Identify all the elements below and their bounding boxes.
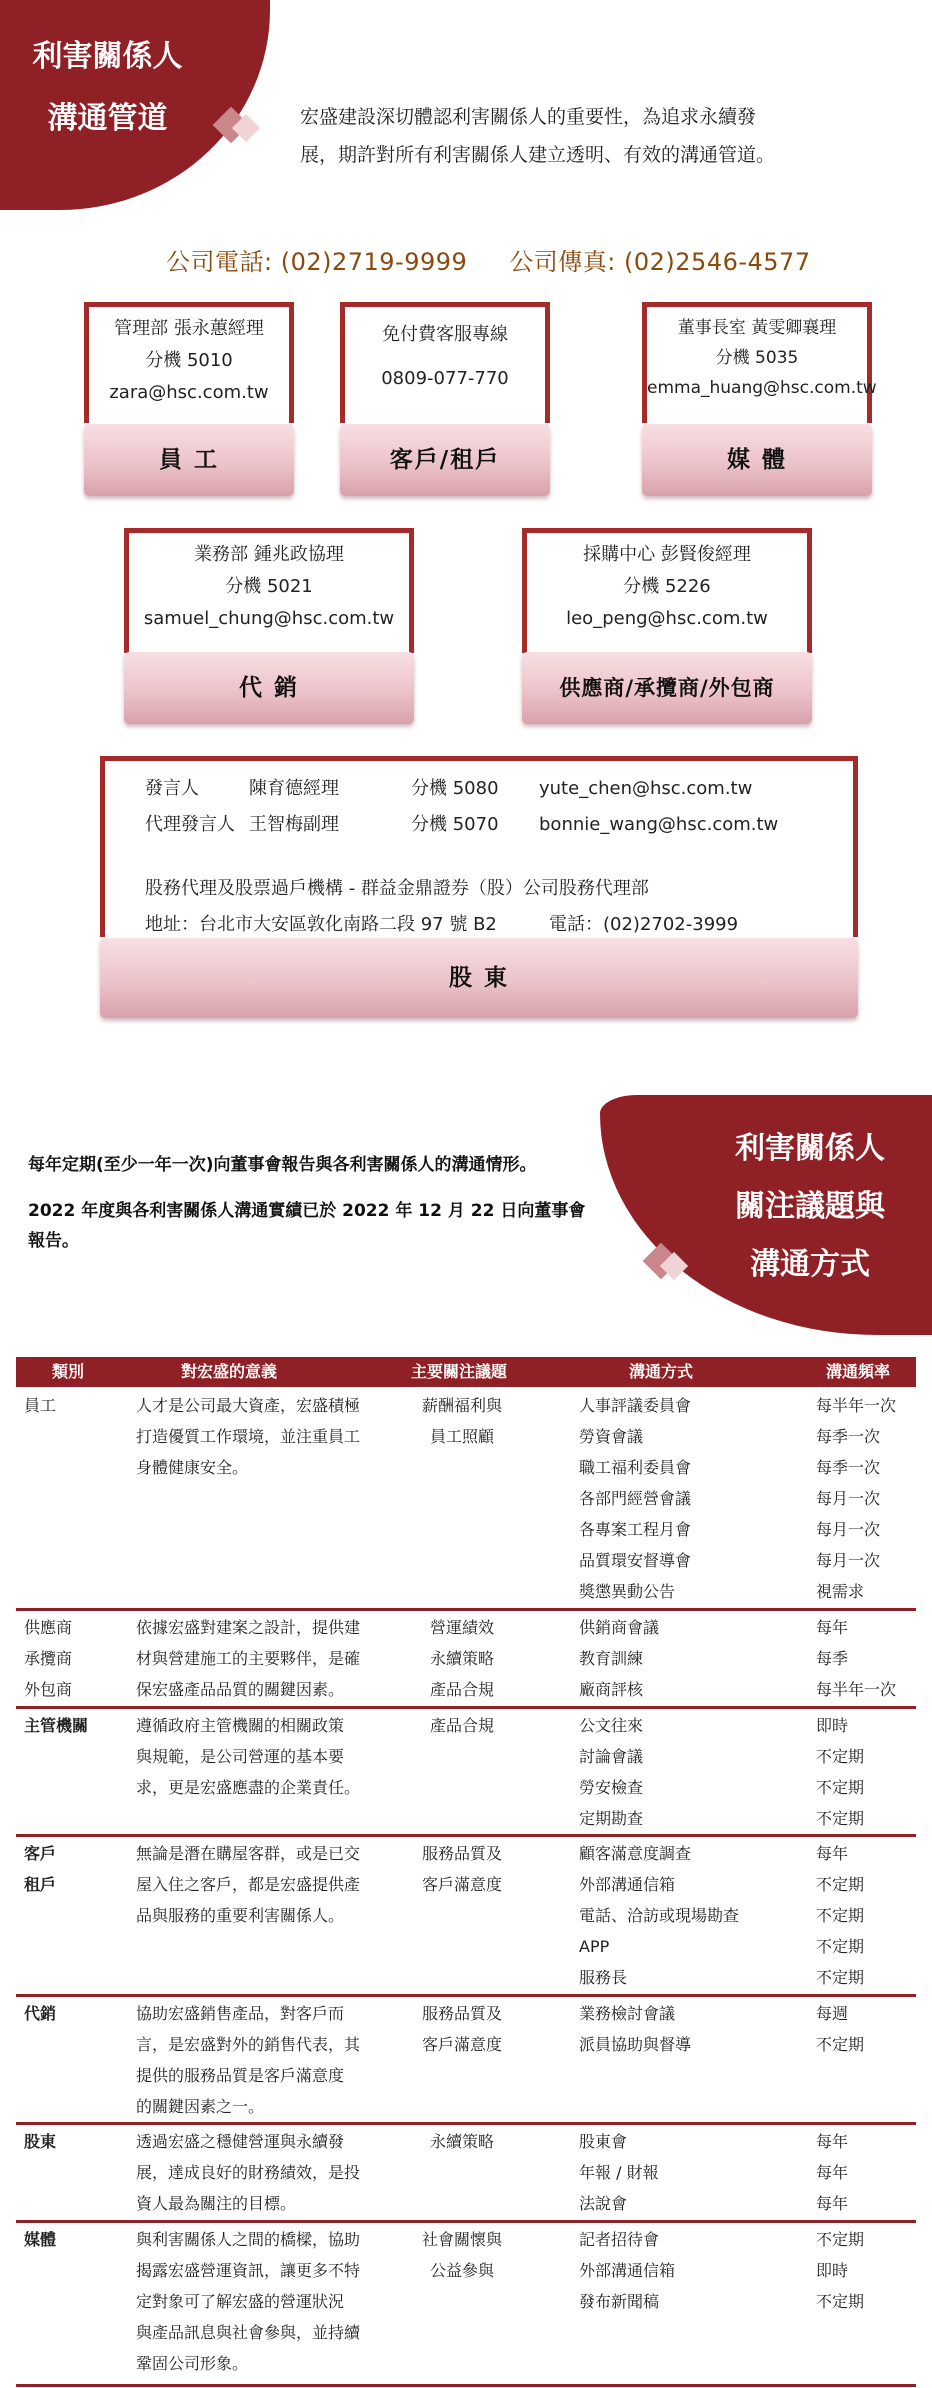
band-employee: 員 工	[84, 424, 294, 496]
row-meaning: 協助宏盛銷售產品，對客戶而 言，是宏盛對外的銷售代表，其 提供的服務品質是客戶滿意度 的關鍵因素之一。	[136, 2004, 361, 2116]
stock-agent-phone: 電話：(02)2702-3999	[549, 914, 739, 935]
row-category: 媒體	[24, 2230, 57, 2249]
section2-title-line1: 利害關係人	[735, 1131, 885, 1166]
card-employee	[84, 302, 294, 423]
deputy-spokesperson-row	[145, 807, 778, 843]
deputy-spokesperson-email[interactable]: bonnie_wang@hsc.com.tw	[539, 814, 779, 835]
row-meaning: 遵循政府主管機關的相關政策 與規範，是公司營運的基本要 求，更是宏盛應盡的企業責任。	[136, 1716, 361, 1797]
row-methods: 股東會 年報 / 財報 法說會	[579, 2132, 659, 2213]
row-meaning: 人才是公司最大資產，宏盛積極 打造優質工作環境，並注重員工 身體健康安全。	[136, 1396, 361, 1477]
row-issues: 服務品質及 客戶滿意度	[421, 2004, 502, 2054]
stock-agent-address: 地址：台北市大安區敦化南路二段 97 號 B2	[145, 914, 497, 935]
table-header	[16, 1357, 916, 1387]
row-category: 主管機關	[24, 1716, 89, 1735]
th-frequency: 溝通頻率	[826, 1362, 891, 1381]
row-frequency: 每年 不定期 不定期 不定期 不定期	[816, 1844, 865, 1987]
table-row	[16, 1612, 916, 1709]
row-category: 代銷	[24, 2004, 57, 2023]
table-row	[16, 1998, 916, 2125]
card-shareholder	[100, 756, 858, 937]
section2-para2: 2022 年度與各利害關係人溝通實績已於 2022 年 12 月 22 日向董事會報告。	[28, 1201, 586, 1251]
band-media: 媒 體	[642, 424, 872, 496]
intro-line2: 展，期許對所有利害關係人建立透明、有效的溝通管道。	[300, 144, 776, 166]
card-sales	[124, 528, 414, 653]
section2-title-line3: 溝通方式	[750, 1247, 870, 1282]
supplier-extension: 分機 5226	[623, 576, 711, 597]
sales-extension: 分機 5021	[225, 576, 313, 597]
page-title-line2: 溝通管道	[47, 101, 168, 136]
media-extension: 分機 5035	[715, 348, 799, 368]
spokesperson-email[interactable]: yute_chen@hsc.com.tw	[539, 778, 753, 799]
row-issues: 產品合規	[429, 1716, 494, 1735]
employee-email[interactable]: zara@hsc.com.tw	[109, 382, 269, 403]
row-issues: 永續策略	[429, 2132, 494, 2151]
table-row	[16, 1710, 916, 1837]
row-frequency: 每週 不定期	[816, 2004, 865, 2054]
media-email[interactable]: emma_huang@hsc.com.tw	[647, 378, 877, 398]
row-issues: 營運績效 永續策略 產品合規	[429, 1618, 494, 1699]
supplier-email[interactable]: leo_peng@hsc.com.tw	[566, 608, 768, 629]
row-category: 員工	[24, 1396, 57, 1415]
intro-text	[300, 98, 860, 174]
card-customer	[340, 302, 550, 423]
page-title-line1: 利害關係人	[32, 39, 183, 74]
row-frequency: 每年 每季 每半年一次	[816, 1618, 897, 1699]
band-customer: 客戶/租戶	[340, 424, 550, 496]
deputy-spokesperson-extension: 分機 5070	[411, 814, 499, 835]
row-category: 股東	[24, 2132, 57, 2151]
supplier-contact-name: 採購中心 彭賢俊經理	[583, 544, 751, 565]
th-category: 類別	[52, 1362, 85, 1381]
company-phone: 公司電話: (02)2719-9999	[166, 248, 468, 276]
stock-agent: 股務代理及股票過戶機構 - 群益金鼎證券（股）公司股務代理部	[145, 878, 649, 899]
section2-title	[700, 1120, 920, 1294]
spokesperson-role: 發言人	[145, 778, 199, 799]
band-sales: 代 銷	[124, 652, 414, 724]
th-meaning: 對宏盛的意義	[181, 1362, 278, 1381]
row-issues: 薪酬福利與 員工照顧	[421, 1396, 502, 1446]
row-frequency: 每半年一次 每季一次 每季一次 每月一次 每月一次 每月一次 視需求	[816, 1396, 897, 1601]
spokesperson-extension: 分機 5080	[411, 778, 499, 799]
deputy-spokesperson-name: 王智梅副理	[249, 814, 339, 835]
row-frequency: 即時 不定期 不定期 不定期	[816, 1716, 865, 1828]
row-meaning: 與利害關係人之間的橋樑，協助 揭露宏盛營運資訊，讓更多不特 定對象可了解宏盛的營運狀況 與產品訊息與社會參與，並持續 鞏固公司形象。	[136, 2230, 361, 2373]
sales-email[interactable]: samuel_chung@hsc.com.tw	[143, 608, 395, 629]
section2-title-line2: 關注議題與	[735, 1189, 885, 1224]
row-methods: 業務檢討會議 派員協助與督導	[579, 2004, 692, 2054]
table-row	[16, 1838, 916, 1997]
th-issues: 主要關注議題	[411, 1362, 508, 1381]
table-row	[16, 1390, 916, 1611]
contact-numbers	[166, 242, 811, 277]
deputy-spokesperson-role: 代理發言人	[145, 814, 235, 835]
table-row	[16, 2224, 916, 2387]
band-shareholder: 股 東	[100, 938, 858, 1018]
table-row	[16, 2126, 916, 2223]
card-media	[642, 302, 877, 423]
customer-hotline-number[interactable]: 0809-077-770	[381, 368, 509, 389]
employee-extension: 分機 5010	[145, 350, 233, 371]
spokesperson-name: 陳育德經理	[249, 778, 339, 799]
spokesperson-row	[145, 771, 778, 807]
sales-contact-name: 業務部 鍾兆政協理	[194, 544, 344, 565]
row-frequency: 不定期 即時 不定期	[816, 2230, 865, 2311]
page-title	[0, 26, 215, 150]
row-methods: 顧客滿意度調查 外部溝通信箱 電話、洽訪或現場勘查 APP 服務長	[579, 1844, 740, 1987]
row-frequency: 每年 每年 每年	[816, 2132, 849, 2213]
row-meaning: 透過宏盛之穩健營運與永續發 展，達成良好的財務績效，是投 資人最為關注的目標。	[136, 2132, 361, 2213]
row-methods: 公文往來 討論會議 勞安檢查 定期勘查	[579, 1716, 644, 1828]
band-supplier: 供應商/承攬商/外包商	[522, 652, 812, 724]
section2-para1: 每年定期(至少一年一次)向董事會報告與各利害關係人的溝通情形。	[28, 1155, 537, 1175]
row-meaning: 無論是潛在購屋客群，或是已交 屋入住之客戶，都是宏盛提供產 品與服務的重要利害關係人。	[136, 1844, 361, 1925]
th-methods: 溝通方式	[629, 1362, 694, 1381]
row-issues: 服務品質及 客戶滿意度	[421, 1844, 502, 1894]
row-methods: 人事評議委員會 勞資會議 職工福利委員會 各部門經營會議 各專案工程月會 品質環安督導會 獎懲異動公告	[579, 1396, 692, 1601]
employee-contact-name: 管理部 張永蕙經理	[114, 318, 264, 339]
row-category: 客戶 租戶	[24, 1844, 57, 1894]
customer-hotline-label: 免付費客服專線	[382, 324, 508, 345]
card-supplier	[522, 528, 812, 653]
media-contact-name: 董事長室 黃雯卿襄理	[677, 318, 837, 338]
row-category: 供應商 承攬商 外包商	[24, 1618, 73, 1699]
row-methods: 記者招待會 外部溝通信箱 發布新聞稿	[579, 2230, 676, 2311]
row-methods: 供銷商會議 教育訓練 廠商評核	[579, 1618, 660, 1699]
intro-line1: 宏盛建設深切體認利害關係人的重要性，為追求永續發	[300, 106, 757, 128]
row-issues: 社會關懷與 公益參與	[421, 2230, 502, 2280]
row-meaning: 依據宏盛對建案之設計，提供建 材與營建施工的主要夥伴，是確 保宏盛產品品質的關鍵因素。	[136, 1618, 361, 1699]
company-fax: 公司傳真: (02)2546-4577	[509, 248, 811, 276]
